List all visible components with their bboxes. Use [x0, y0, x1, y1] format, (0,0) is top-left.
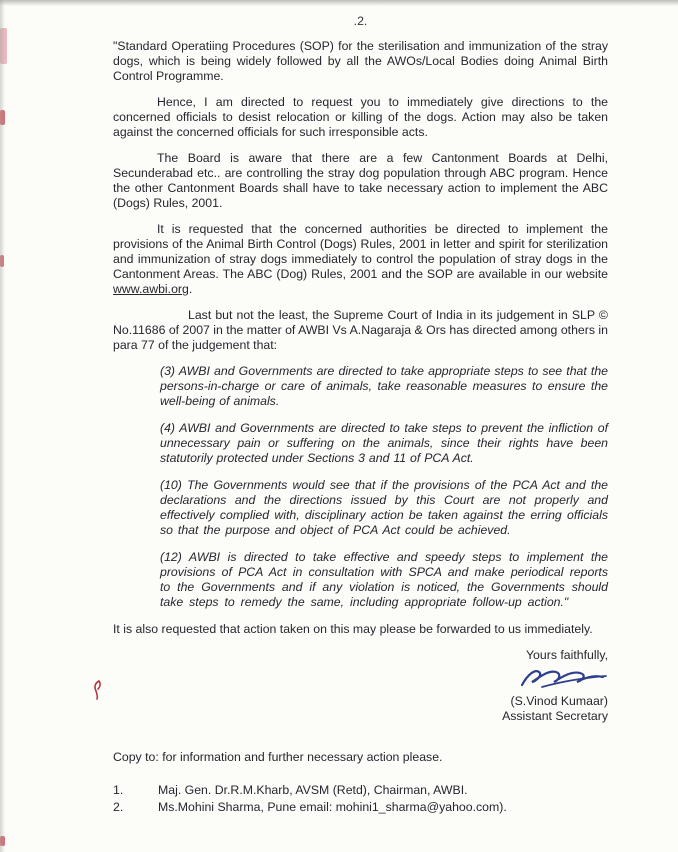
letter-body — [113, 14, 608, 817]
paragraph-cantonment-boards: The Board is aware that there are a few Cantonment Boards at Delhi, Secunderabad etc.. are controlling the stray dog population through ABC program. Hence the other Cantonment Boards shall have to take necessary action to implement the ABC (Dogs) Rules, 2001. — [113, 151, 608, 210]
signatory-name: (S.Vinod Kumaar) — [510, 694, 608, 708]
closing-block — [113, 648, 608, 724]
copy-to-block — [113, 750, 608, 815]
paragraph-sop: "Standard Operatiing Procedures (SOP) for the sterilisation and immunization of the stray dogs, which is being widely followed by all the AWOs/Local Bodies doing Animal Birth Control Programme. — [113, 39, 608, 83]
paragraph-action-request: It is also requested that action taken on this may please be forwarded to us immediately. — [113, 622, 593, 636]
scan-mark-left-upper — [0, 110, 5, 125]
scan-mark-bottom-left — [0, 836, 5, 846]
closing-salutation: Yours faithfully, — [525, 648, 608, 662]
scan-mark-left-middle — [0, 255, 4, 267]
copy-item-text: Maj. Gen. Dr.R.M.Kharb, AVSM (Retd), Chairman, AWBI. — [158, 783, 468, 797]
quote-para-4: (4) AWBI and Governments are directed to take steps to prevent the infliction of unnecessary pain or suffering on the animals, since their rights have been statutorily protected under Sections 3 and 11 of PCA Act. — [160, 421, 608, 465]
quote-para-12: (12) AWBI is directed to take effective and speedy steps to implement the provisions of PCA Act in consultation with SPCA and make periodical reports to the Governments and if any violation is noticed, the Governments should take steps to remedy the same, including appropriate follow-up action." — [160, 550, 608, 609]
copy-item — [113, 783, 608, 798]
page-number: .2. — [353, 14, 368, 28]
paragraph-abc-rules-text: It is requested that the concerned authorities be directed to implement the provisions of the Animal Birth Control (Dogs) Rules, 2001 in letter and spirit for sterilization and immunization of stray dogs immediately to control the population of stray dogs in the Cantonment Areas. The ABC (Dog) Rules, 2001 and the SOP are available in our website — [113, 222, 608, 281]
paragraph-supreme-court: Last but not the least, the Supreme Court of India in its judgement in SLP © No.11686 of 2007 in the matter of AWBI Vs A.Nagaraja & Ors has directed among others in para 77 of the judgement that: — [113, 308, 608, 352]
copy-item — [113, 800, 608, 815]
copy-item-number: 1. — [113, 783, 124, 797]
signatory-title: Assistant Secretary — [502, 709, 608, 723]
paragraph-abc-rules-period: . — [188, 282, 193, 296]
signature — [113, 664, 608, 694]
red-pen-mark — [90, 679, 104, 701]
copy-item-text: Ms.Mohini Sharma, Pune email: mohini1_sharma@yahoo.com). — [158, 800, 507, 814]
awbi-website-link[interactable]: www.awbi.org — [113, 282, 189, 296]
quote-para-3: (3) AWBI and Governments are directed to take appropriate steps to see that the persons-in-charge or care of animals, take reasonable measures to ensure the well-being of animals. — [160, 364, 608, 408]
quote-para-10: (10) The Governments would see that if the provisions of the PCA Act and the declarations and the directions issued by this Court are not properly and effectively complied with, disciplinary action be taken against the erring officials so that the purpose and object of PCA Act could be achieved. — [160, 478, 608, 537]
paragraph-abc-rules — [113, 222, 608, 297]
copy-to-heading: Copy to: for information and further necessary action please. — [113, 750, 443, 764]
paragraph-directions-request: Hence, I am directed to request you to immediately give directions to the concerned officials to desist relocation or killing of the dogs. Action may also be taken against the concerned officials for such irresponsible acts. — [113, 95, 608, 139]
copy-item-number: 2. — [113, 800, 124, 814]
scan-smudge-top-left — [0, 28, 7, 64]
